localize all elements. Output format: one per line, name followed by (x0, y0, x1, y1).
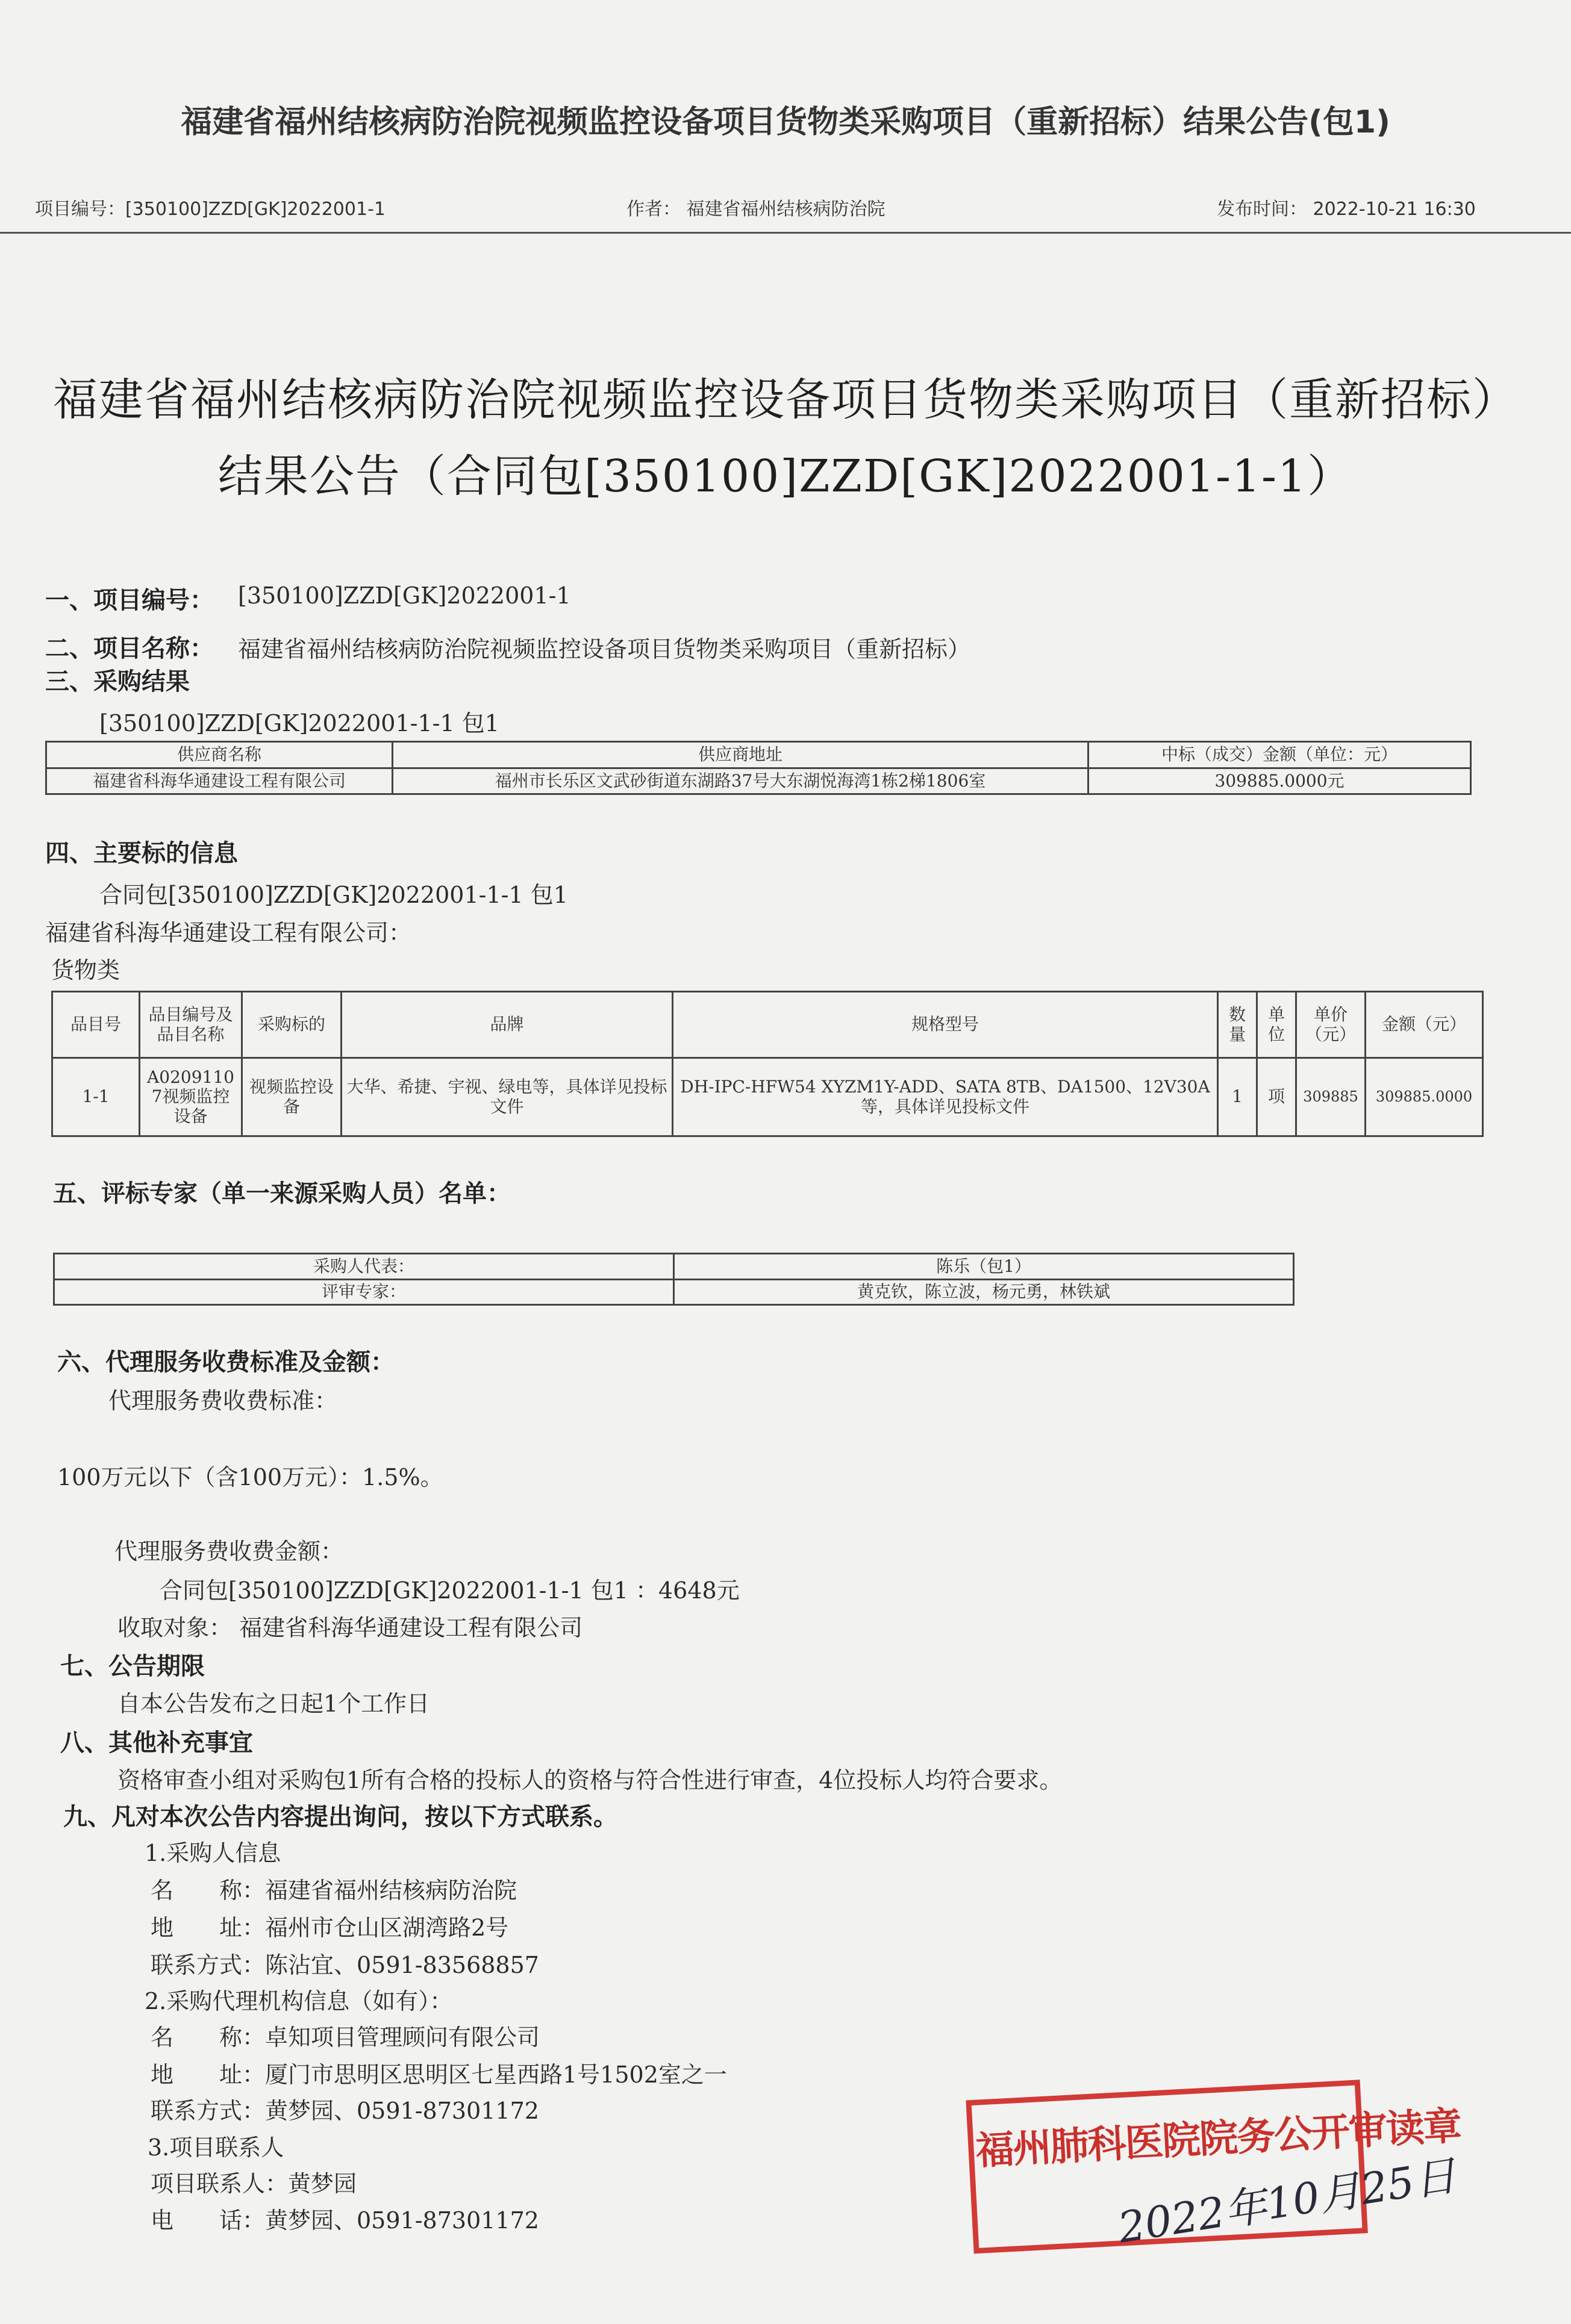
goods-spec: DH-IPC-HFW54 XYZM1Y-ADD、SATA 8TB、DA1500、12V30A等，具体详见投标文件 (673, 1058, 1218, 1136)
goods-h-total: 金额（元） (1366, 992, 1483, 1058)
result-amount: 309885.0000元 (1088, 768, 1471, 794)
s9-buyer-name: 名 称：福建省福州结核病防治院 (151, 1877, 517, 1904)
goods-total: 309885.0000 (1366, 1058, 1483, 1136)
expert-rep-value: 陈乐（包1） (674, 1254, 1294, 1280)
doc-title-line2: 结果公告（合同包[350100]ZZD[GK]2022001-1-1） (217, 450, 1354, 502)
goods-unit: 项 (1257, 1058, 1296, 1136)
goods-table (51, 991, 1484, 1137)
s3-package: [350100]ZZD[GK]2022001-1-1 包1 (99, 710, 499, 737)
goods-h-price: 单价（元） (1296, 992, 1366, 1058)
goods-target: 视频监控设备 (242, 1058, 342, 1136)
result-address: 福州市长乐区文武砂街道东湖路37号大东湖悦海湾1栋2梯1806室 (393, 768, 1088, 794)
s9-buyer-contact: 联系方式：陈沾宜、0591-83568857 (151, 1952, 539, 1978)
stamp-text: 福州肺科医院院务公开审读章 (974, 2103, 1462, 2174)
s2-value: 福建省福州结核病防治院视频监控设备项目货物类采购项目（重新招标） (238, 636, 971, 662)
s9-agent-name: 名 称：卓知项目管理顾问有限公司 (151, 2024, 540, 2051)
goods-price: 309885 (1296, 1058, 1366, 1136)
s4-category: 货物类 (51, 957, 120, 983)
doc-title-line1: 福建省福州结核病防治院视频监控设备项目货物类采购项目（重新招标） (53, 374, 1518, 426)
result-h-amount: 中标（成交）金额（单位：元） (1088, 742, 1471, 768)
s4-company: 福建省科海华通建设工程有限公司： (45, 920, 412, 946)
s2-label: 二、项目名称： (45, 634, 214, 662)
result-table-row (46, 768, 1471, 794)
goods-h-target: 采购标的 (242, 992, 342, 1058)
goods-table-header (52, 992, 1483, 1058)
goods-h-code-name: 品目编号及品目名称 (140, 992, 242, 1058)
stamp-handwritten-date: 2022年10月25日 (1114, 2151, 1460, 2253)
header-divider (0, 232, 1571, 234)
result-table-header (46, 742, 1471, 768)
goods-h-item-no: 品目号 (52, 992, 140, 1058)
expert-rep-label: 采购人代表： (54, 1254, 674, 1280)
expert-row-rep (54, 1254, 1294, 1280)
result-table (45, 741, 1472, 795)
expert-row-experts (54, 1279, 1294, 1305)
s4-package: 合同包[350100]ZZD[GK]2022001-1-1 包1 (99, 882, 568, 908)
result-h-supplier: 供应商名称 (46, 742, 393, 768)
s9-pc-title: 3.项目联系人 (148, 2134, 284, 2161)
s9-buyer-title: 1.采购人信息 (145, 1840, 281, 1866)
s6-amount-value: 合同包[350100]ZZD[GK]2022001-1-1 包1 ：4648元 (160, 1577, 740, 1604)
s9-agent-addr: 地 址：厦门市思明区思明区七星西路1号1502室之一 (151, 2061, 727, 2088)
s7-value: 自本公告发布之日起1个工作日 (117, 1690, 430, 1717)
expert-value: 黄克钦，陈立波，杨元勇，林铁斌 (674, 1279, 1294, 1305)
s1-label: 一、项目编号： (45, 586, 214, 614)
s5-label: 五、评标专家（单一来源采购人员）名单： (53, 1179, 511, 1207)
header-publish-time: 发布时间： 2022-10-21 16:30 (1217, 199, 1476, 220)
s6-label: 六、代理服务收费标准及金额： (57, 1348, 395, 1376)
header-project-no: 项目编号：[350100]ZZD[GK]2022001-1 (35, 199, 386, 220)
header-author: 作者： 福建省福州结核病防治院 (626, 199, 885, 220)
s6-standard-label: 代理服务费收费标准： (108, 1388, 338, 1414)
s3-label: 三、采购结果 (45, 667, 190, 696)
s4-label: 四、主要标的信息 (45, 839, 238, 867)
review-stamp (966, 2079, 1462, 2263)
goods-brand: 大华、希捷、宇视、绿电等，具体详见投标文件 (342, 1058, 673, 1136)
s7-label: 七、公告期限 (60, 1652, 205, 1680)
header-title: 福建省福州结核病防治院视频监控设备项目货物类采购项目（重新招标）结果公告(包1) (181, 104, 1390, 140)
goods-h-qty: 数量 (1218, 992, 1257, 1058)
result-h-address: 供应商地址 (393, 742, 1088, 768)
s9-pc-name: 项目联系人：黄梦园 (151, 2170, 357, 2197)
result-supplier: 福建省科海华通建设工程有限公司 (46, 768, 393, 794)
s9-label: 九、凡对本次公告内容提出询问，按以下方式联系。 (63, 1802, 617, 1831)
s6-payer: 收取对象： 福建省科海华通建设工程有限公司 (117, 1615, 583, 1641)
s9-buyer-addr: 地 址：福州市仓山区湖湾路2号 (151, 1914, 509, 1941)
goods-qty: 1 (1218, 1058, 1257, 1136)
goods-table-row (52, 1058, 1483, 1136)
expert-label: 评审专家： (54, 1279, 674, 1305)
goods-h-spec: 规格型号 (673, 992, 1218, 1058)
s6-standard-value: 100万元以下（含100万元）：1.5%。 (57, 1464, 443, 1491)
expert-table (53, 1253, 1295, 1306)
goods-item-no: 1-1 (52, 1058, 140, 1136)
s1-value: [350100]ZZD[GK]2022001-1 (238, 582, 571, 609)
s8-label: 八、其他补充事宜 (60, 1728, 253, 1757)
s9-agent-contact: 联系方式：黄梦园、0591-87301172 (151, 2098, 539, 2124)
s8-value: 资格审查小组对采购包1所有合格的投标人的资格与符合性进行审查，4位投标人均符合要求。 (117, 1767, 1063, 1793)
goods-h-brand: 品牌 (342, 992, 673, 1058)
s9-pc-phone: 电 话：黄梦园、0591-87301172 (151, 2207, 539, 2234)
s9-agent-title: 2.采购代理机构信息（如有）： (145, 1988, 453, 2014)
goods-code-name: A02091107视频监控设备 (140, 1058, 242, 1136)
goods-h-unit: 单位 (1257, 992, 1296, 1058)
s6-amount-label: 代理服务费收费金额： (114, 1538, 344, 1565)
